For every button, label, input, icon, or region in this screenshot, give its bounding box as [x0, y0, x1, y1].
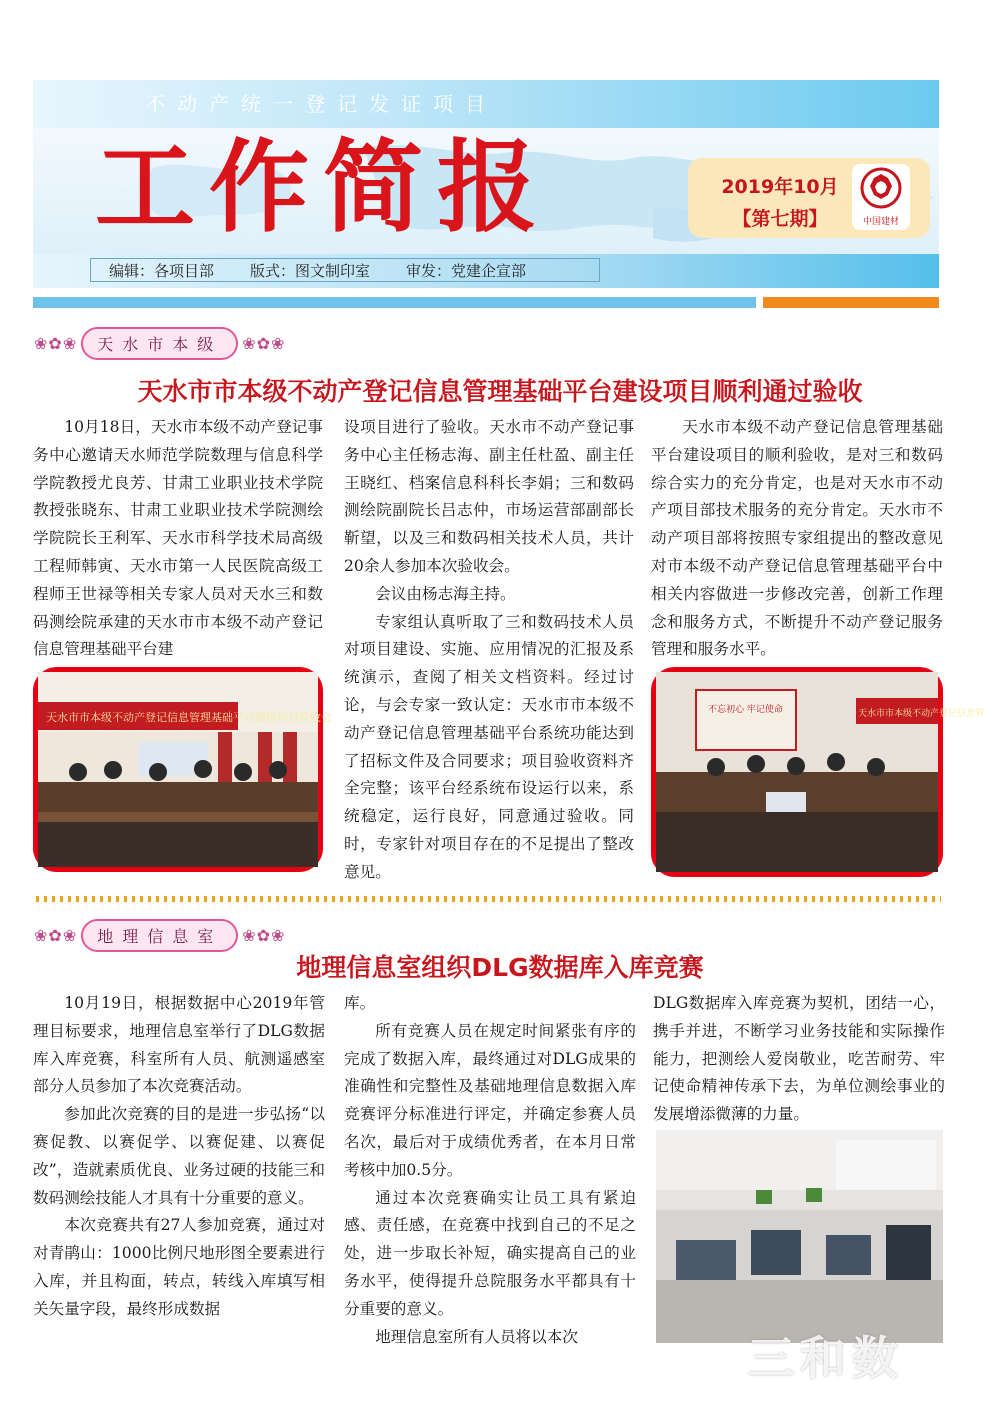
cnbm-logo-icon [852, 164, 910, 214]
photo2-banner-text: 天水市市本级不动产登记信息管 [858, 709, 985, 719]
credit-editor: 编辑：各项目部 [109, 261, 215, 280]
photo2-board-text: 不忘初心 牢记使命 [708, 705, 783, 715]
section1-label-text: 天水市本级 [81, 327, 238, 360]
flourish-left-icon: ❀✿❀ [34, 925, 78, 945]
section2-column2 [344, 990, 636, 1351]
photo1-banner-text: 天水市市本级不动产登记信息管理基础平台建设项目验收会 [46, 711, 332, 724]
section1-col2-paragraph3: 专家组认真听取了三和数码技术人员对项目建设、实施、应用情况的汇报及系统演示，查阅了相关文档资料。经过讨论，与会专家一致认定：天水市市本级不动产登记信息管理基础平台系统功能达到了招标文件及合同要求；项目验收资料齐全完整；该平台经系统布设运行以来，系统稳定，运行良好，同意通过验收。同时，专家针对项目存在的不足提出了整改意见。 [344, 612, 634, 881]
section2-col1-paragraph2: 参加此次竞赛的目的是进一步弘扬“以赛促教、以赛促学、以赛促建、以赛促改”，造就素质优良、业务过硬的技能三和数码测绘技能人才具有十分重要的意义。 [33, 1105, 325, 1207]
section2-col2-paragraph2: 所有竞赛人员在规定时间紧张有序的完成了数据入库，最终通过对DLG成果的准确性和完整性及基础地理信息数据入库竞赛评分标准进行评定，并确定参赛人员名次，最后对于成绩优秀者，在本月日常考核中加0.5分。 [344, 1021, 636, 1179]
divider-bar-orange [763, 297, 939, 308]
section2-column1 [33, 990, 325, 1324]
masthead-subtitle: 不动产统一登记发证项目 [145, 92, 497, 116]
flourish-right-icon: ❀✿❀ [242, 333, 286, 353]
section1-col2-paragraph2: 会议由杨志海主持。 [375, 584, 516, 603]
section2-col2-paragraph1: 库。 [344, 994, 376, 1012]
watermark-text: 三和数 [748, 1331, 904, 1385]
credits-line [90, 258, 600, 282]
meeting-photo-2 [651, 667, 985, 877]
section2-headline: 地理信息室组织DLG数据库入库竞赛 [296, 953, 704, 982]
flourish-right-icon: ❀✿❀ [242, 925, 286, 945]
credit-layout: 版式：图文制印室 [250, 261, 371, 280]
section1-label [34, 326, 285, 360]
section1-column1 [33, 414, 323, 664]
section2-label-text: 地理信息室 [81, 919, 238, 952]
section2-col1-paragraph1: 10月19日，根据数据中心2019年管理目标要求，地理信息室举行了DLG数据库入库竞赛，科室所有人员、航测遥感室部分人员参加了本次竞赛活动。 [33, 994, 325, 1096]
newsletter-title: 工作简报 [95, 129, 551, 246]
section2-column3 [653, 990, 945, 1129]
section1-column3 [651, 414, 943, 664]
section2-label [34, 918, 285, 952]
section1-col3-paragraph: 天水市本级不动产登记信息管理基础平台建设项目的顺利验收，是对三和数码综合实力的充分肯定，也是对天水市不动产项目部技术服务的充分肯定。天水市不动产项目部将按照专家组提出的整改意见对市本级不动产登记信息管理基础平台中相关内容做进一步修改完善，创新工作理念和服务方式，不断提升不动产登记服务管理和服务水平。 [651, 418, 943, 659]
section1-col1-paragraph: 10月18日，天水市本级不动产登记事务中心邀请天水师范学院数理与信息科学学院教授尤良芳、甘肃工业职业技术学院教授张晓东、甘肃工业职业技术学院测绘学院院长王利军、天水市科学技术局高级工程师韩寅、天水市第一人民医院高级工程师王世禄等相关专家人员对天水三和数码测绘院承建的天水市市本级不动产登记信息管理基础平台建 [33, 418, 323, 659]
section1-column2 [344, 414, 634, 887]
section1-headline: 天水市市本级不动产登记信息管理基础平台建设项目顺利通过验收 [137, 377, 863, 406]
section1-col2-paragraph1: 设项目进行了验收。天水市不动产登记事务中心主任杨志海、副主任杜盈、副主任王晓红、档案信息科科长李娟；三和数码测绘院副院长吕志仲，市场运营部副部长靳望，以及三和数码相关技术人员，共计20余人参加本次验收会。 [344, 418, 634, 575]
section-divider [36, 896, 941, 902]
divider-bar-blue [33, 297, 756, 308]
section2-col1-paragraph3: 本次竞赛共有27人参加竞赛，通过对对青鹃山：1000比例尺地形图全要素进行入库，并且构面，转点，转线入库填写相关矢量字段，最终形成数据 [33, 1216, 325, 1318]
meeting-photo-1 [33, 667, 332, 872]
office-photo [656, 1130, 943, 1343]
flourish-left-icon: ❀✿❀ [34, 333, 78, 353]
logo-text: 中国建材 [862, 217, 899, 227]
section2-col3-paragraph: DLG数据库入库竞赛为契机，团结一心，携手并进，不断学习业务技能和实际操作能力，把测绘人爱岗敬业，吃苦耐劳、牢记使命精神传承下去，为单位测绘事业的发展增添微薄的力量。 [653, 994, 945, 1124]
credit-review: 审发：党建企宣部 [406, 261, 527, 280]
issue-date: 2019年10月 [721, 176, 839, 198]
section2-col2-paragraph4: 地理信息室所有人员将以本次 [375, 1327, 578, 1346]
section2-col2-paragraph3: 通过本次竞赛确实让员工具有紧迫感、责任感，在竞赛中找到自己的不足之处，进一步取长补短，确实提高自己的业务水平，使得提升总院服务水平都具有十分重要的意义。 [344, 1188, 636, 1318]
issue-number: 【第七期】 [732, 208, 828, 230]
